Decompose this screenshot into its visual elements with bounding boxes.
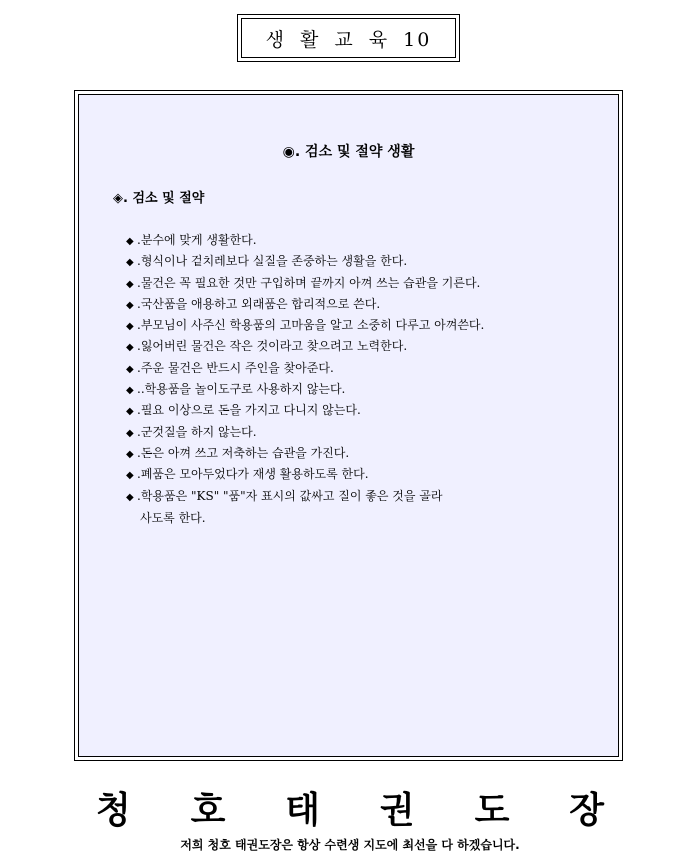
content-frame bbox=[74, 90, 623, 761]
rule-item: ◆ .돈은 아껴 쓰고 저축하는 습관을 가진다. bbox=[126, 443, 566, 464]
dojang-name-char: 도 bbox=[474, 789, 510, 831]
rule-item: ◆ .국산품을 애용하고 외래품은 합리적으로 쓴다. bbox=[126, 294, 566, 315]
dojang-name-char: 청 bbox=[96, 789, 131, 831]
rule-item: ◆ .주운 물건은 반드시 주인을 찾아준다. bbox=[126, 358, 566, 379]
rule-item: ◆ .형식이나 겉치레보다 실질을 존중하는 생활을 한다. bbox=[126, 251, 566, 272]
diamond-bullet-icon: ◆ bbox=[126, 236, 134, 247]
section-heading: ◉. 검소 및 절약 생활 bbox=[282, 144, 415, 160]
title-box bbox=[237, 14, 460, 62]
rule-item: ◆ .잃어버린 물건은 작은 것이라고 찾으려고 노력한다. bbox=[126, 336, 566, 357]
diamond-bullet-icon: ◆ bbox=[126, 385, 134, 397]
diamond-bullet-icon: ◆ bbox=[126, 363, 134, 375]
sub-heading: ◈. 검소 및 절약 bbox=[113, 191, 205, 206]
rules-list bbox=[126, 230, 566, 529]
diamond-bullet-icon: ◆ bbox=[126, 299, 134, 311]
diamond-bullet-icon: ◆ bbox=[126, 321, 134, 333]
dojang-name-char: 태 bbox=[285, 789, 321, 831]
diamond-bullet-icon: ◆ bbox=[126, 448, 134, 460]
diamond-bullet-icon: ◆ bbox=[126, 257, 134, 269]
rule-item: ◆ .부모님이 사주신 학용품의 고마움을 알고 소중히 다루고 아껴쓴다. bbox=[126, 315, 566, 336]
diamond-bullet-icon: ◆ bbox=[126, 406, 134, 418]
diamond-bullet-icon: ◆ bbox=[126, 427, 134, 439]
rule-item: ◆ .분수에 맞게 생활한다. bbox=[126, 230, 566, 251]
diamond-bullet-icon: ◆ bbox=[126, 278, 134, 290]
dojang-name-char: 권 bbox=[379, 789, 415, 831]
diamond-bullet-icon: ◆ bbox=[126, 342, 134, 354]
rule-item: ◆ .폐품은 모아두었다가 재생 활용하도록 한다. bbox=[126, 464, 566, 485]
dojang-name-char: 호 bbox=[190, 789, 226, 831]
diamond-bullet-icon: ◆ bbox=[126, 470, 134, 482]
content-panel bbox=[78, 94, 619, 757]
dojang-name-char: 장 bbox=[569, 789, 604, 831]
rule-item: ◆ ..학용품을 놀이도구로 사용하지 않는다. bbox=[126, 379, 566, 400]
rule-item: ◆ .학용품은 "KS" "품"자 표시의 값싸고 질이 좋은 것을 골라 사도록 한다. bbox=[126, 488, 443, 525]
diamond-bullet-icon: ◆ bbox=[126, 491, 134, 503]
footer-subtitle: 저희 청호 태권도장은 항상 수련생 지도에 최선을 다 하겠습니다. bbox=[180, 838, 520, 852]
rule-item: ◆ .필요 이상으로 돈을 가지고 다니지 않는다. bbox=[126, 400, 566, 421]
rule-item: ◆ .군것질을 하지 않는다. bbox=[126, 422, 566, 443]
dojang-name bbox=[96, 788, 604, 832]
rule-item: ◆ .물건은 꼭 필요한 것만 구입하며 끝까지 아껴 쓰는 습관을 기른다. bbox=[126, 273, 566, 294]
page-title: 생 활 교 육 10 bbox=[241, 18, 456, 58]
